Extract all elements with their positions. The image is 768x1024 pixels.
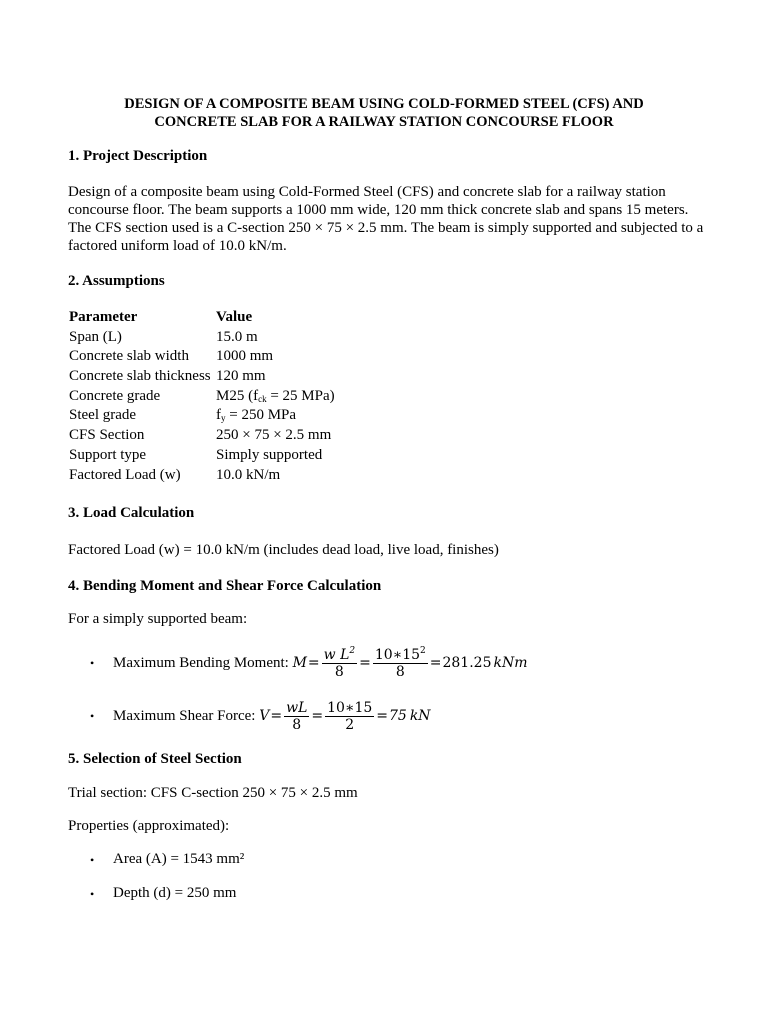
equals-sign: = bbox=[359, 655, 371, 671]
bullet-icon: • bbox=[90, 709, 95, 723]
table-row bbox=[68, 446, 335, 466]
shear-fraction-symbolic bbox=[284, 700, 309, 733]
table-cell-value bbox=[215, 406, 335, 426]
shear-symbol: V bbox=[259, 708, 270, 724]
shear-force-equation bbox=[259, 700, 430, 733]
bending-moment-label: Maximum Bending Moment: bbox=[113, 655, 289, 671]
simply-supported-intro: For a simply supported beam: bbox=[68, 611, 248, 627]
equals-sign: = bbox=[376, 708, 388, 724]
shear-force-item bbox=[113, 695, 431, 737]
property-depth: Depth (d) = 250 mm bbox=[113, 885, 237, 901]
shear-force-label: Maximum Shear Force: bbox=[113, 708, 256, 724]
table-row bbox=[68, 426, 335, 446]
table-cell-parameter: CFS Section bbox=[69, 427, 145, 444]
properties-label: Properties (approximated): bbox=[68, 818, 230, 834]
numerator-text: 10∗15 bbox=[374, 646, 421, 663]
fraction-denominator: 8 bbox=[395, 663, 405, 680]
table-row bbox=[68, 387, 335, 407]
bending-moment-item bbox=[113, 642, 528, 684]
numerator-exponent: 2 bbox=[420, 645, 426, 656]
fraction-numerator: 10∗15 bbox=[327, 699, 373, 716]
value-subscript: ck bbox=[258, 393, 267, 404]
table-header-parameter: Parameter bbox=[69, 309, 138, 325]
table-cell-parameter: Factored Load (w) bbox=[69, 466, 181, 483]
fraction-numerator: wL bbox=[286, 699, 308, 716]
fraction-denominator: 2 bbox=[345, 716, 355, 733]
table-cell-value: 120 mm bbox=[216, 368, 266, 385]
moment-fraction-numeric bbox=[373, 647, 428, 680]
fraction-denominator: 8 bbox=[292, 716, 302, 733]
value-suffix: = 250 MPa bbox=[225, 407, 297, 424]
assumptions-table bbox=[68, 308, 335, 485]
table-cell-value: Simply supported bbox=[216, 446, 323, 463]
shear-fraction-numeric bbox=[325, 700, 374, 733]
numerator-exponent: 2 bbox=[349, 645, 356, 656]
title-line-2: CONCRETE SLAB FOR A RAILWAY STATION CONCOURSE FLOOR bbox=[154, 114, 614, 130]
table-cell-value bbox=[215, 387, 335, 407]
equals-sign: = bbox=[429, 655, 442, 671]
fraction-numerator bbox=[322, 647, 357, 664]
equals-sign: = bbox=[270, 708, 283, 724]
bending-moment-equation bbox=[293, 647, 528, 680]
section-heading-load-calculation: 3. Load Calculation bbox=[68, 505, 195, 521]
section-heading-assumptions: 2. Assumptions bbox=[68, 273, 165, 289]
table-cell-value: 15.0 m bbox=[216, 328, 258, 345]
table-cell-parameter: Support type bbox=[69, 446, 147, 463]
shear-unit: kN bbox=[409, 708, 431, 724]
table-cell-parameter: Steel grade bbox=[69, 407, 137, 424]
property-area: Area (A) = 1543 mm² bbox=[113, 851, 245, 867]
value-subscript: y bbox=[221, 413, 226, 424]
table-cell-parameter: Span (L) bbox=[69, 328, 122, 345]
moment-unit: kNm bbox=[493, 655, 528, 671]
moment-fraction-symbolic bbox=[322, 647, 357, 680]
table-cell-parameter: Concrete slab thickness bbox=[69, 368, 211, 385]
moment-result: 281.25 bbox=[442, 655, 492, 671]
section-heading-bending-shear: 4. Bending Moment and Shear Force Calculation bbox=[68, 578, 382, 594]
table-cell-value: 250 × 75 × 2.5 mm bbox=[216, 427, 332, 444]
table-header-value: Value bbox=[216, 309, 253, 325]
table-cell-parameter: Concrete grade bbox=[69, 387, 161, 404]
equals-sign: = bbox=[311, 708, 324, 724]
table-header-row bbox=[68, 308, 335, 328]
value-prefix: f bbox=[216, 407, 221, 424]
moment-symbol: M bbox=[292, 655, 307, 671]
value-prefix: M25 (f bbox=[216, 387, 259, 404]
table-row bbox=[68, 347, 335, 367]
section-heading-project-description: 1. Project Description bbox=[68, 148, 208, 164]
title-line-1: DESIGN OF A COMPOSITE BEAM USING COLD-FORMED STEEL (CFS) AND bbox=[124, 96, 644, 112]
bullet-icon: • bbox=[90, 853, 95, 867]
table-cell-value: 10.0 kN/m bbox=[216, 466, 281, 483]
value-suffix: = 25 MPa) bbox=[266, 387, 335, 404]
trial-section-text: Trial section: CFS C-section 250 × 75 × 2.5 mm bbox=[68, 785, 358, 801]
table-cell-value: 1000 mm bbox=[216, 348, 274, 365]
bullet-icon: • bbox=[90, 656, 95, 670]
shear-result: 75 bbox=[389, 708, 407, 724]
table-row bbox=[68, 466, 335, 486]
numerator-text: w L bbox=[323, 646, 350, 663]
fraction-denominator: 8 bbox=[334, 663, 344, 680]
project-description-paragraph: Design of a composite beam using Cold-Formed Steel (CFS) and concrete slab for a railway station concourse floor. The beam supports a 1000 mm wide, 120 mm thick concrete slab and spans 15 meters. The CFS section used is a C-section 250 × 75 × 2.5 mm. The beam is simply supported and subjected to a factored uniform load of 10.0 kN/m. bbox=[68, 184, 704, 254]
table-row bbox=[68, 406, 335, 426]
bullet-icon: • bbox=[90, 887, 95, 901]
table-cell-parameter: Concrete slab width bbox=[69, 348, 189, 365]
table-row bbox=[68, 367, 335, 387]
table-row bbox=[68, 328, 335, 348]
document-title bbox=[68, 95, 700, 131]
section-heading-steel-section: 5. Selection of Steel Section bbox=[68, 751, 242, 767]
fraction-numerator bbox=[373, 647, 428, 664]
load-calculation-paragraph: Factored Load (w) = 10.0 kN/m (includes dead load, live load, finishes) bbox=[68, 542, 499, 558]
equals-sign: = bbox=[307, 655, 320, 671]
